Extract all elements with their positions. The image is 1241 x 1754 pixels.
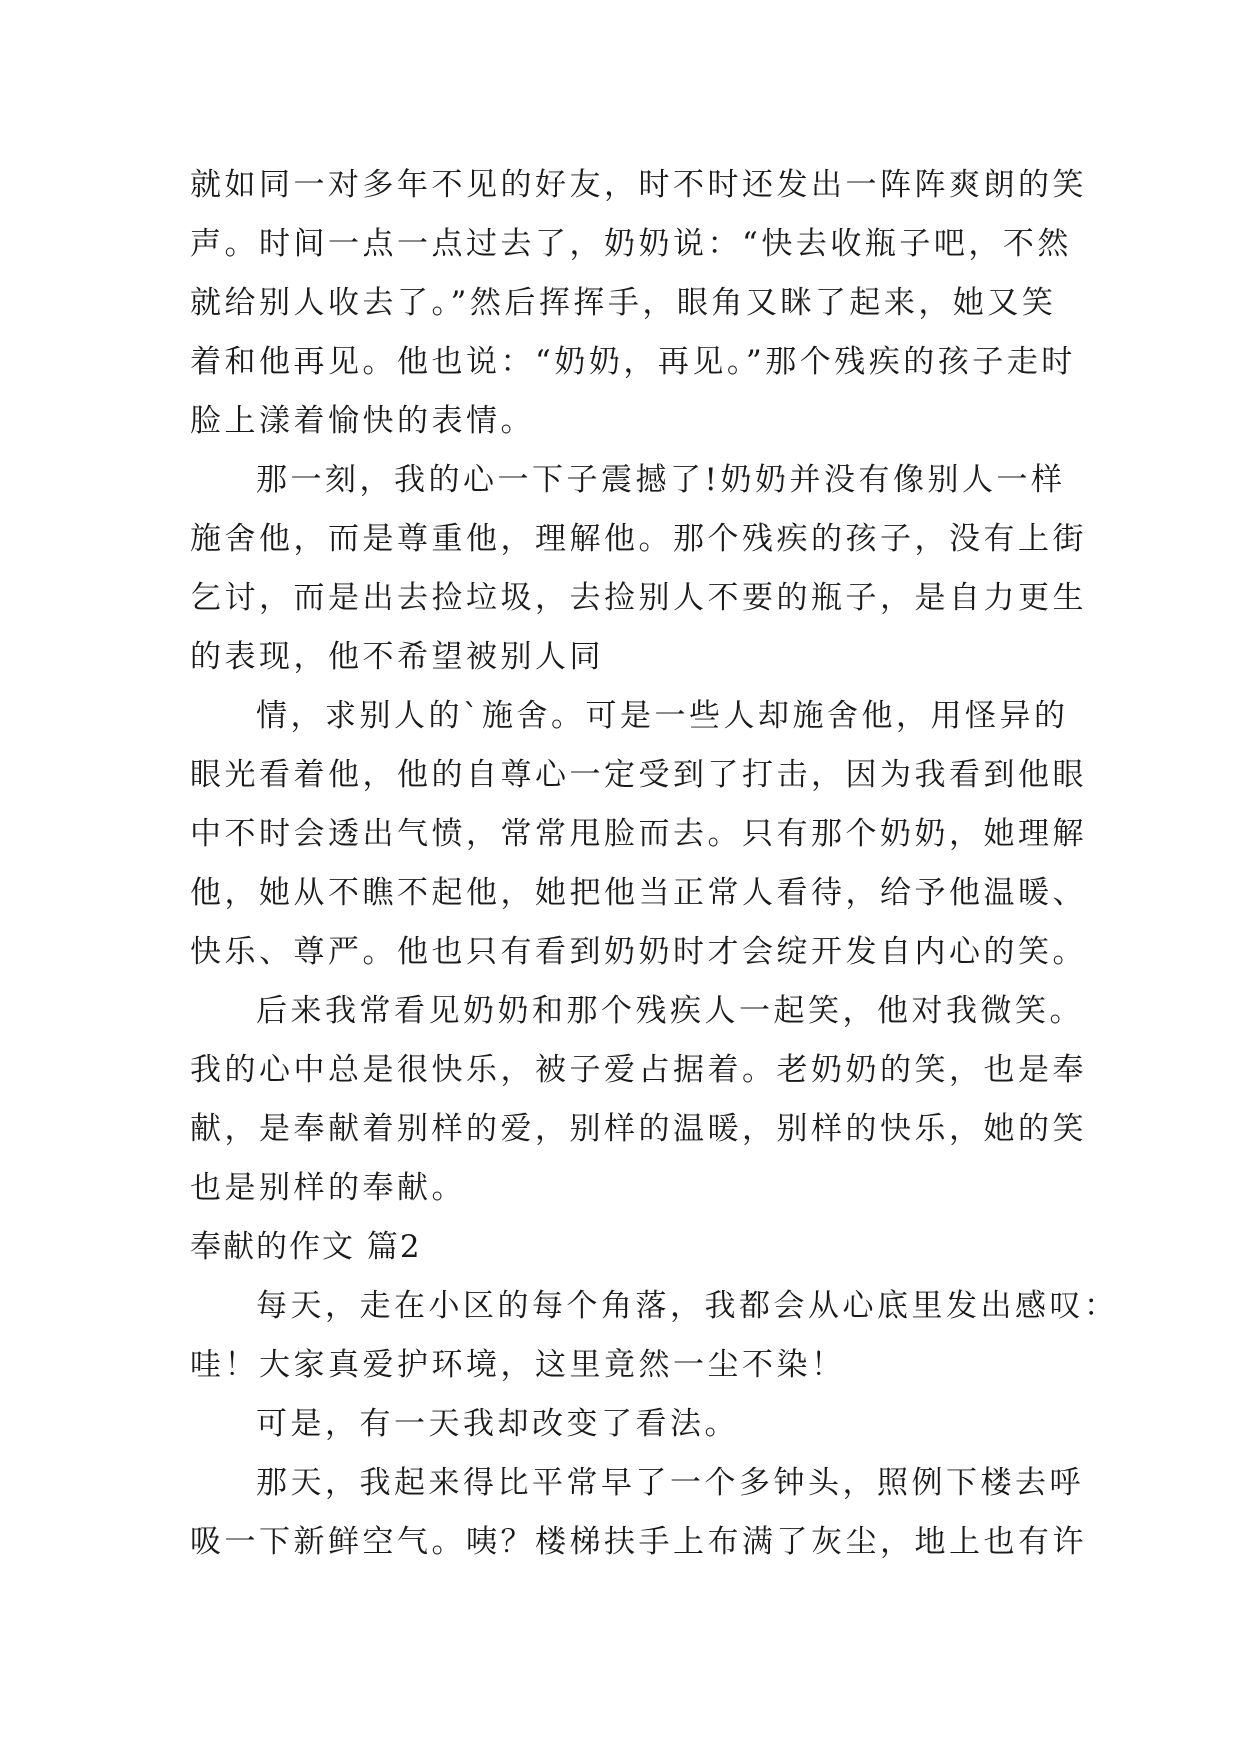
paragraph-line: 脸上漾着愉快的表情。 xyxy=(190,403,535,439)
paragraph-line: 我的心中总是很快乐，被子爱占据着。老奶奶的笑，也是奉 xyxy=(190,1052,1087,1088)
paragraph-line: 后来我常看见奶奶和那个残疾人一起笑，他对我微笑。 xyxy=(256,993,1084,1029)
paragraph-line: 可是，有一天我却改变了看法。 xyxy=(256,1406,739,1442)
paragraph-line: 施舍他，而是尊重他，理解他。那个残疾的孩子，没有上街 xyxy=(190,521,1087,557)
paragraph-line: 献，是奉献着别样的爱，别样的温暖，别样的快乐，她的笑 xyxy=(190,1111,1087,1147)
paragraph-line: 就如同一对多年不见的好友，时不时还发出一阵阵爽朗的笑 xyxy=(190,167,1087,203)
paragraph-line: 声。时间一点一点过去了，奶奶说：“快去收瓶子吧，不然 xyxy=(190,226,1072,262)
paragraph-line: 着和他再见。他也说：“奶奶，再见。”那个残疾的孩子走时 xyxy=(190,344,1076,380)
paragraph-line: 那天，我起来得比平常早了一个多钟头，照例下楼去呼 xyxy=(256,1465,1084,1501)
paragraph-line: 他，她从不瞧不起他，她把他当正常人看待，给予他温暖、 xyxy=(190,875,1087,911)
paragraph-line: 情，求别人的`施舍。可是一些人却施舍他，用怪异的 xyxy=(256,698,1069,734)
paragraph-line: 就给别人收去了。”然后挥挥手，眼角又眯了起来，她又笑 xyxy=(190,285,1057,321)
paragraph-line: 也是别样的奉献。 xyxy=(190,1170,466,1206)
paragraph-line: 快乐、尊严。他也只有看到奶奶时才会绽开发自内心的笑。 xyxy=(190,934,1087,970)
paragraph-line: 每天，走在小区的每个角落，我都会从心底里发出感叹： xyxy=(256,1288,1119,1324)
paragraph-line: 眼光看着他，他的自尊心一定受到了打击，因为我看到他眼 xyxy=(190,757,1087,793)
section-heading: 奉献的作文 篇2 xyxy=(190,1229,422,1265)
paragraph-line: 吸一下新鲜空气。咦？楼梯扶手上布满了灰尘，地上也有许 xyxy=(190,1524,1087,1560)
paragraph-line: 那一刻，我的心一下子震撼了!奶奶并没有像别人一样 xyxy=(256,462,1066,498)
paragraph-line: 中不时会透出气愤，常常甩脸而去。只有那个奶奶，她理解 xyxy=(190,816,1087,852)
paragraph-line: 的表现，他不希望被别人同 xyxy=(190,639,604,675)
paragraph-line: 哇！大家真爱护环境，这里竟然一尘不染！ xyxy=(190,1347,846,1383)
paragraph-line: 乞讨，而是出去捡垃圾，去捡别人不要的瓶子，是自力更生 xyxy=(190,580,1087,616)
